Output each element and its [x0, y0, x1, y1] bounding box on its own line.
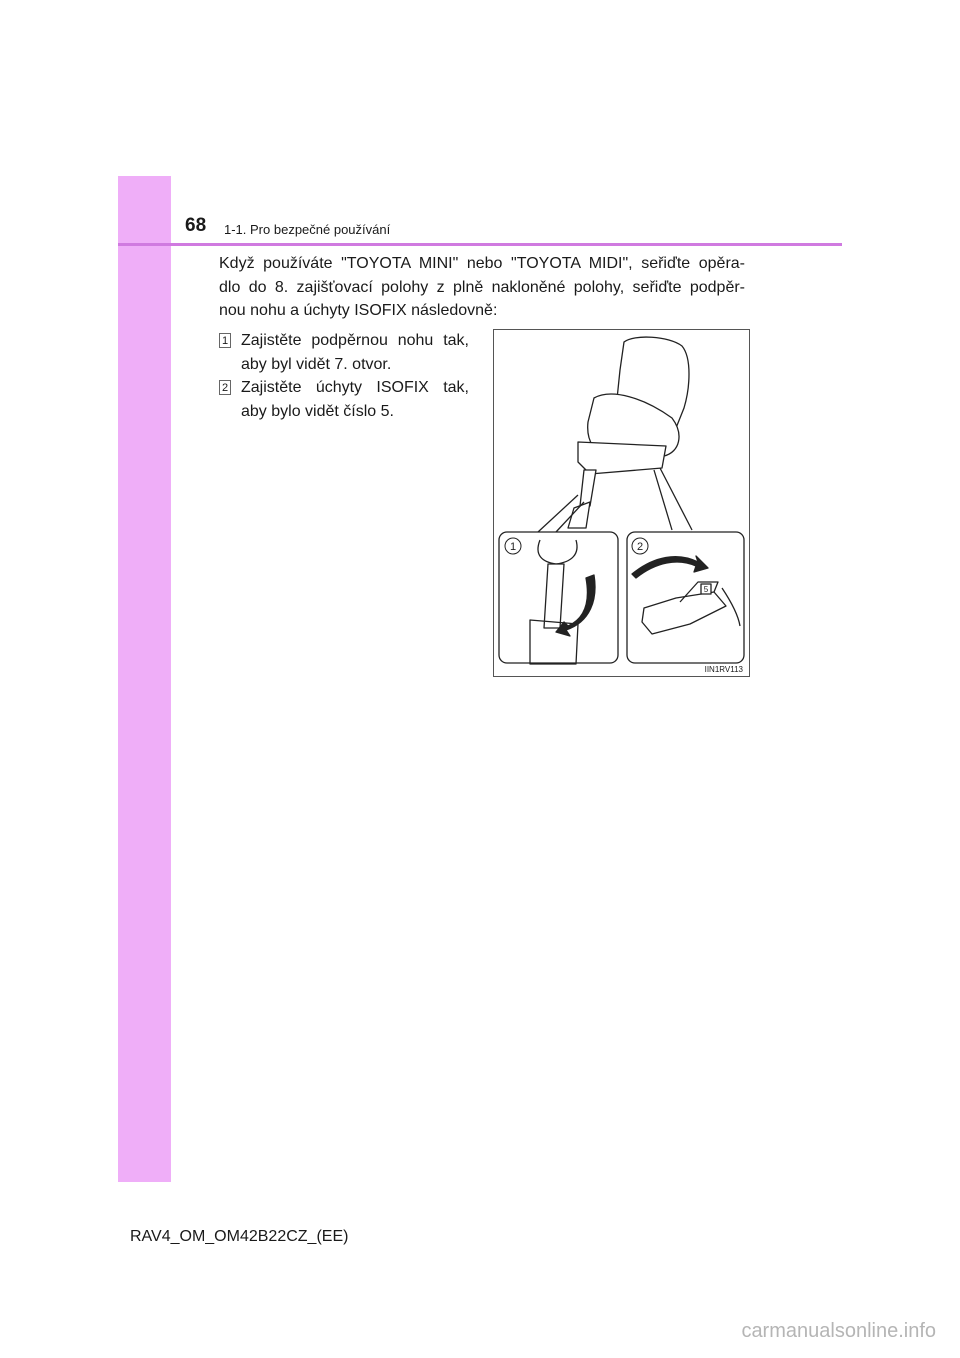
step-line: Zajistěte podpěrnou nohu tak,: [241, 332, 469, 349]
seat-base: [578, 442, 666, 474]
page-number: 68: [185, 215, 207, 236]
intro-line: dlo do 8. zajišťovací polohy z plně nakloněné polohy, seřiďte podpěr-: [219, 278, 745, 296]
header-rule: [118, 243, 842, 246]
callout-2: 2: [636, 541, 644, 553]
step-1: [219, 329, 469, 376]
step-2: [219, 376, 469, 423]
intro-paragraph: [219, 252, 745, 323]
step-line: Zajistěte úchyty ISOFIX tak,: [241, 379, 469, 396]
intro-line: Když používáte "TOYOTA MINI" nebo "TOYOTA MIDI", seřiďte opěra-: [219, 255, 745, 272]
isofix-number-marker: 5: [703, 585, 709, 594]
step-line: aby byl vidět 7. otvor.: [241, 355, 392, 373]
chapter-sidebar: [118, 176, 171, 1182]
child-seat-drawing: [494, 330, 749, 676]
section-title: 1-1. Pro bezpečné používání: [224, 222, 391, 237]
intro-line: nou nohu a úchyty ISOFIX následovně:: [219, 302, 498, 319]
step-number-badge: 1: [219, 333, 231, 348]
child-seat-illustration: [493, 329, 750, 677]
document-code: RAV4_OM_OM42B22CZ_(EE): [130, 1228, 349, 1245]
callout-1: 1: [509, 541, 517, 553]
support-leg: [580, 470, 596, 506]
step-line: aby bylo vidět číslo 5.: [241, 402, 394, 420]
watermark: carmanualsonline.info: [741, 1320, 936, 1342]
figure-code: IIN1RV113: [704, 665, 743, 674]
step-number-badge: 2: [219, 380, 231, 395]
